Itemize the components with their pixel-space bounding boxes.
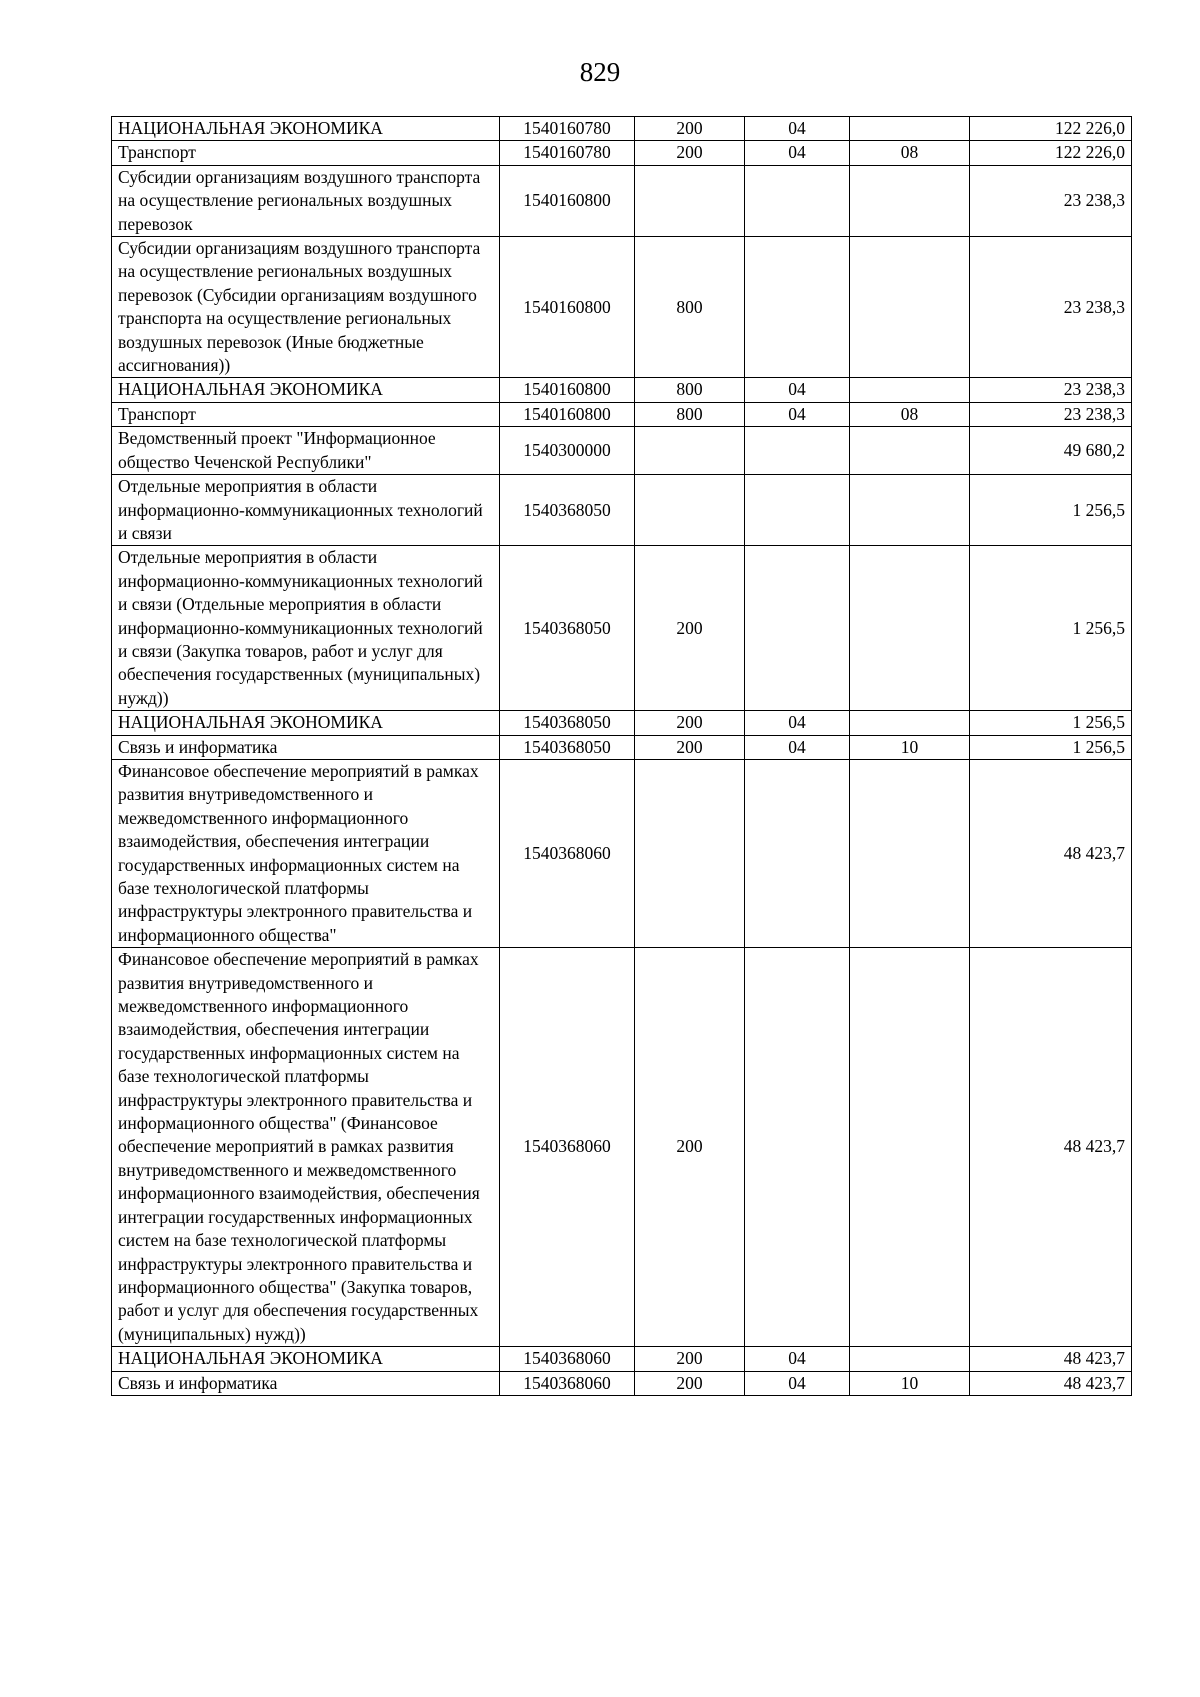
subsection-cell: 10	[850, 735, 970, 759]
amount-cell: 122 226,0	[970, 141, 1132, 165]
expense-type-cell: 800	[635, 378, 745, 402]
expense-type-cell: 200	[635, 711, 745, 735]
expense-type-cell: 200	[635, 1347, 745, 1371]
expense-type-cell	[635, 475, 745, 546]
table-row	[112, 237, 1132, 378]
budget-table-body	[112, 117, 1132, 1396]
expense-name-cell: НАЦИОНАЛЬНАЯ ЭКОНОМИКА	[112, 1347, 500, 1371]
expense-type-cell	[635, 759, 745, 947]
target-code-cell: 1540160800	[500, 402, 635, 426]
section-cell	[745, 948, 850, 1347]
section-cell	[745, 427, 850, 475]
budget-table	[111, 116, 1132, 1396]
expense-type-cell	[635, 427, 745, 475]
section-cell	[745, 165, 850, 236]
section-cell: 04	[745, 378, 850, 402]
expense-type-cell: 200	[635, 546, 745, 711]
amount-cell: 1 256,5	[970, 711, 1132, 735]
table-row	[112, 711, 1132, 735]
target-code-cell: 1540160800	[500, 378, 635, 402]
amount-cell: 48 423,7	[970, 948, 1132, 1347]
section-cell: 04	[745, 1347, 850, 1371]
subsection-cell	[850, 427, 970, 475]
expense-name-cell: Связь и информатика	[112, 735, 500, 759]
expense-name-cell: Ведомственный проект "Информационное общество Чеченской Республики"	[112, 427, 500, 475]
expense-name-cell: НАЦИОНАЛЬНАЯ ЭКОНОМИКА	[112, 117, 500, 141]
expense-type-cell: 800	[635, 237, 745, 378]
table-row	[112, 948, 1132, 1347]
target-code-cell: 1540368060	[500, 948, 635, 1347]
expense-name-cell: Финансовое обеспечение мероприятий в рамках развития внутриведомственного и межведомственного информационного взаимодействия, обеспечения интеграции государственных информационных систем на базе технологической платформы инфраструктуры электронного правительства и информационного общества" (Финансовое обеспечение мероприятий в рамках развития внутриведомственного и межведомственного информационного взаимодействия, обеспечения интеграции государственных информационных систем на базе технологической платформы инфраструктуры электронного правительства и информационного общества" (Закупка товаров, работ и услуг для обеспечения государственных (муниципальных) нужд))	[112, 948, 500, 1347]
table-row	[112, 378, 1132, 402]
subsection-cell	[850, 165, 970, 236]
target-code-cell: 1540368050	[500, 711, 635, 735]
expense-type-cell: 200	[635, 117, 745, 141]
subsection-cell	[850, 759, 970, 947]
target-code-cell: 1540160800	[500, 237, 635, 378]
expense-name-cell: Связь и информатика	[112, 1371, 500, 1395]
table-row	[112, 117, 1132, 141]
subsection-cell: 10	[850, 1371, 970, 1395]
section-cell: 04	[745, 711, 850, 735]
table-row	[112, 165, 1132, 236]
amount-cell: 49 680,2	[970, 427, 1132, 475]
amount-cell: 23 238,3	[970, 378, 1132, 402]
table-row	[112, 475, 1132, 546]
section-cell	[745, 475, 850, 546]
amount-cell: 23 238,3	[970, 165, 1132, 236]
amount-cell: 48 423,7	[970, 1347, 1132, 1371]
target-code-cell: 1540368060	[500, 1347, 635, 1371]
expense-name-cell: Субсидии организациям воздушного транспорта на осуществление региональных воздушных перевозок	[112, 165, 500, 236]
expense-name-cell: Финансовое обеспечение мероприятий в рамках развития внутриведомственного и межведомственного информационного взаимодействия, обеспечения интеграции государственных информационных систем на базе технологической платформы инфраструктуры электронного правительства и информационного общества"	[112, 759, 500, 947]
subsection-cell	[850, 711, 970, 735]
expense-type-cell: 200	[635, 735, 745, 759]
target-code-cell: 1540368060	[500, 759, 635, 947]
target-code-cell: 1540160780	[500, 141, 635, 165]
subsection-cell	[850, 546, 970, 711]
expense-name-cell: Транспорт	[112, 402, 500, 426]
target-code-cell: 1540160780	[500, 117, 635, 141]
amount-cell: 23 238,3	[970, 402, 1132, 426]
target-code-cell: 1540160800	[500, 165, 635, 236]
expense-name-cell: НАЦИОНАЛЬНАЯ ЭКОНОМИКА	[112, 378, 500, 402]
expense-name-cell: НАЦИОНАЛЬНАЯ ЭКОНОМИКА	[112, 711, 500, 735]
expense-type-cell: 200	[635, 141, 745, 165]
subsection-cell	[850, 1347, 970, 1371]
amount-cell: 122 226,0	[970, 117, 1132, 141]
table-row	[112, 546, 1132, 711]
table-row	[112, 735, 1132, 759]
target-code-cell: 1540368060	[500, 1371, 635, 1395]
subsection-cell: 08	[850, 402, 970, 426]
expense-type-cell: 200	[635, 948, 745, 1347]
expense-name-cell: Субсидии организациям воздушного транспорта на осуществление региональных воздушных перевозок (Субсидии организациям воздушного транспорта на осуществление региональных воздушных перевозок (Иные бюджетные ассигнования))	[112, 237, 500, 378]
expense-type-cell	[635, 165, 745, 236]
section-cell	[745, 759, 850, 947]
table-row	[112, 402, 1132, 426]
amount-cell: 48 423,7	[970, 759, 1132, 947]
target-code-cell: 1540368050	[500, 475, 635, 546]
section-cell	[745, 546, 850, 711]
section-cell: 04	[745, 1371, 850, 1395]
expense-name-cell: Отдельные мероприятия в области информационно-коммуникационных технологий и связи	[112, 475, 500, 546]
expense-type-cell: 200	[635, 1371, 745, 1395]
table-row	[112, 141, 1132, 165]
amount-cell: 1 256,5	[970, 735, 1132, 759]
subsection-cell	[850, 948, 970, 1347]
section-cell: 04	[745, 402, 850, 426]
expense-name-cell: Транспорт	[112, 141, 500, 165]
subsection-cell	[850, 475, 970, 546]
subsection-cell	[850, 237, 970, 378]
amount-cell: 1 256,5	[970, 475, 1132, 546]
expense-name-cell: Отдельные мероприятия в области информационно-коммуникационных технологий и связи (Отдельные мероприятия в области информационно-коммуникационных технологий и связи (Закупка товаров, работ и услуг для обеспечения государственных (муниципальных) нужд))	[112, 546, 500, 711]
amount-cell: 48 423,7	[970, 1371, 1132, 1395]
table-row	[112, 1347, 1132, 1371]
target-code-cell: 1540300000	[500, 427, 635, 475]
expense-type-cell: 800	[635, 402, 745, 426]
table-row	[112, 759, 1132, 947]
section-cell	[745, 237, 850, 378]
amount-cell: 1 256,5	[970, 546, 1132, 711]
page-number: 829	[579, 57, 621, 87]
amount-cell: 23 238,3	[970, 237, 1132, 378]
target-code-cell: 1540368050	[500, 546, 635, 711]
section-cell: 04	[745, 117, 850, 141]
subsection-cell	[850, 378, 970, 402]
subsection-cell: 08	[850, 141, 970, 165]
table-row	[112, 1371, 1132, 1395]
target-code-cell: 1540368050	[500, 735, 635, 759]
section-cell: 04	[745, 141, 850, 165]
subsection-cell	[850, 117, 970, 141]
section-cell: 04	[745, 735, 850, 759]
table-row	[112, 427, 1132, 475]
